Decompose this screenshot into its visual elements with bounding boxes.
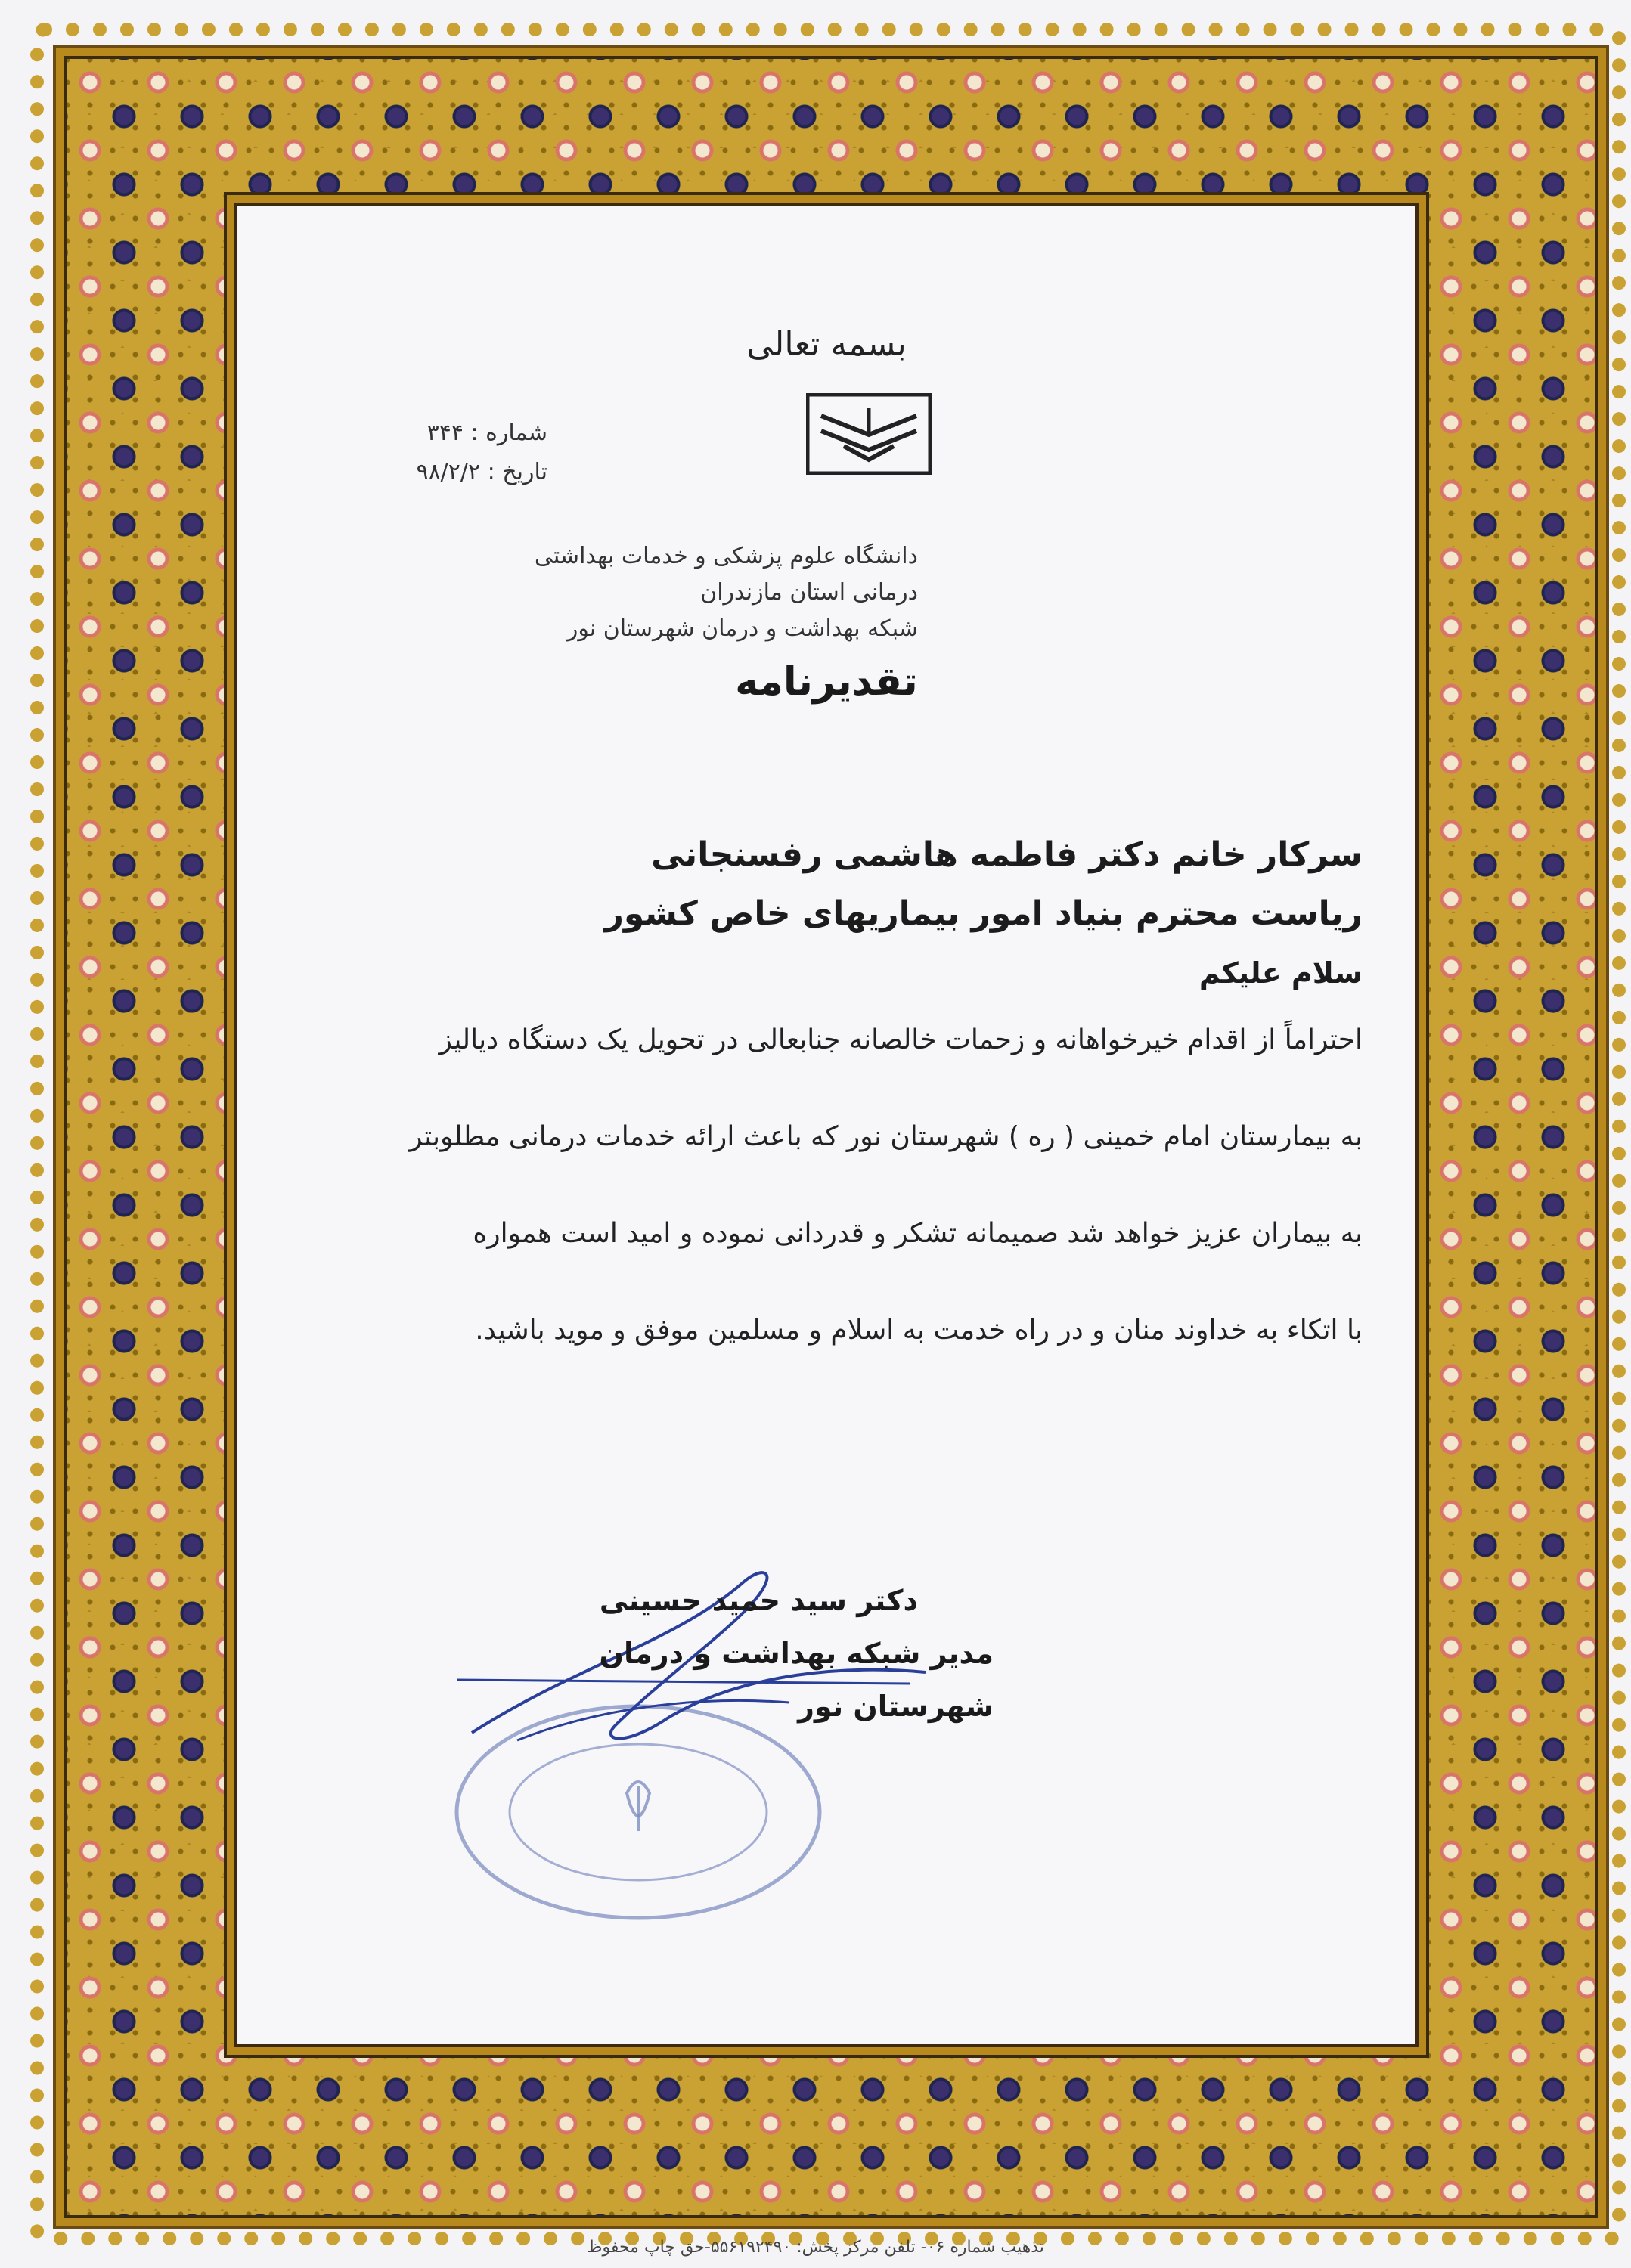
print-footer: تذهیب شماره ۰۶- تلفن مرکز پخش: ۵۵۶۱۹۲۴۹۰-حق چاپ محفوظ [587, 2238, 1044, 2257]
signature-block [449, 1574, 994, 1733]
basmala-heading: بسمه تعالی [746, 325, 907, 364]
addressee-block [304, 826, 1363, 1002]
body-line: به بیماران عزیز خواهد شد صمیمانه تشکر و قدردانی نموده و امید است همواره [473, 1218, 1363, 1249]
organization-line-2: شبکه بهداشت و درمان شهرستان نور [566, 615, 918, 642]
organization-header [464, 538, 918, 647]
document-title: تقدیرنامه [735, 659, 918, 705]
body-paragraph [296, 992, 1363, 1379]
document-number: شماره : ۳۴۴ [426, 420, 547, 446]
addressee-position: ریاست محترم بنیاد امور بیماریهای خاص کشور [604, 894, 1363, 933]
signatory-name: دکتر سید حمید حسینی [599, 1584, 918, 1617]
body-line: احتراماً از اقدام خیرخواهانه و زحمات خالصانه جنابعالی در تحویل یک دستگاه دیالیز [439, 1024, 1363, 1055]
open-book-emblem-icon [806, 393, 932, 475]
organization-line-1: دانشگاه علوم پزشکی و خدمات بهداشتی درمانی استان مازندران [534, 543, 918, 606]
signatory-title: مدیر شبکه بهداشت و درمان شهرستان نور [599, 1637, 994, 1723]
certificate-body [234, 203, 1419, 2047]
body-line: به بیمارستان امام خمینی ( ره ) شهرستان نور که باعث ارائه خدمات درمانی مطلوبتر [409, 1121, 1363, 1152]
document-meta [321, 414, 547, 492]
body-line: با اتکاء به خداوند منان و در راه خدمت به اسلام و مسلمین موفق و موید باشید. [475, 1315, 1363, 1346]
greeting: سلام علیکم [1198, 956, 1363, 990]
document-date: تاریخ : ۹۸/۲/۲ [416, 459, 547, 485]
addressee-name: سرکار خانم دکتر فاطمه هاشمی رفسنجانی [651, 835, 1363, 874]
